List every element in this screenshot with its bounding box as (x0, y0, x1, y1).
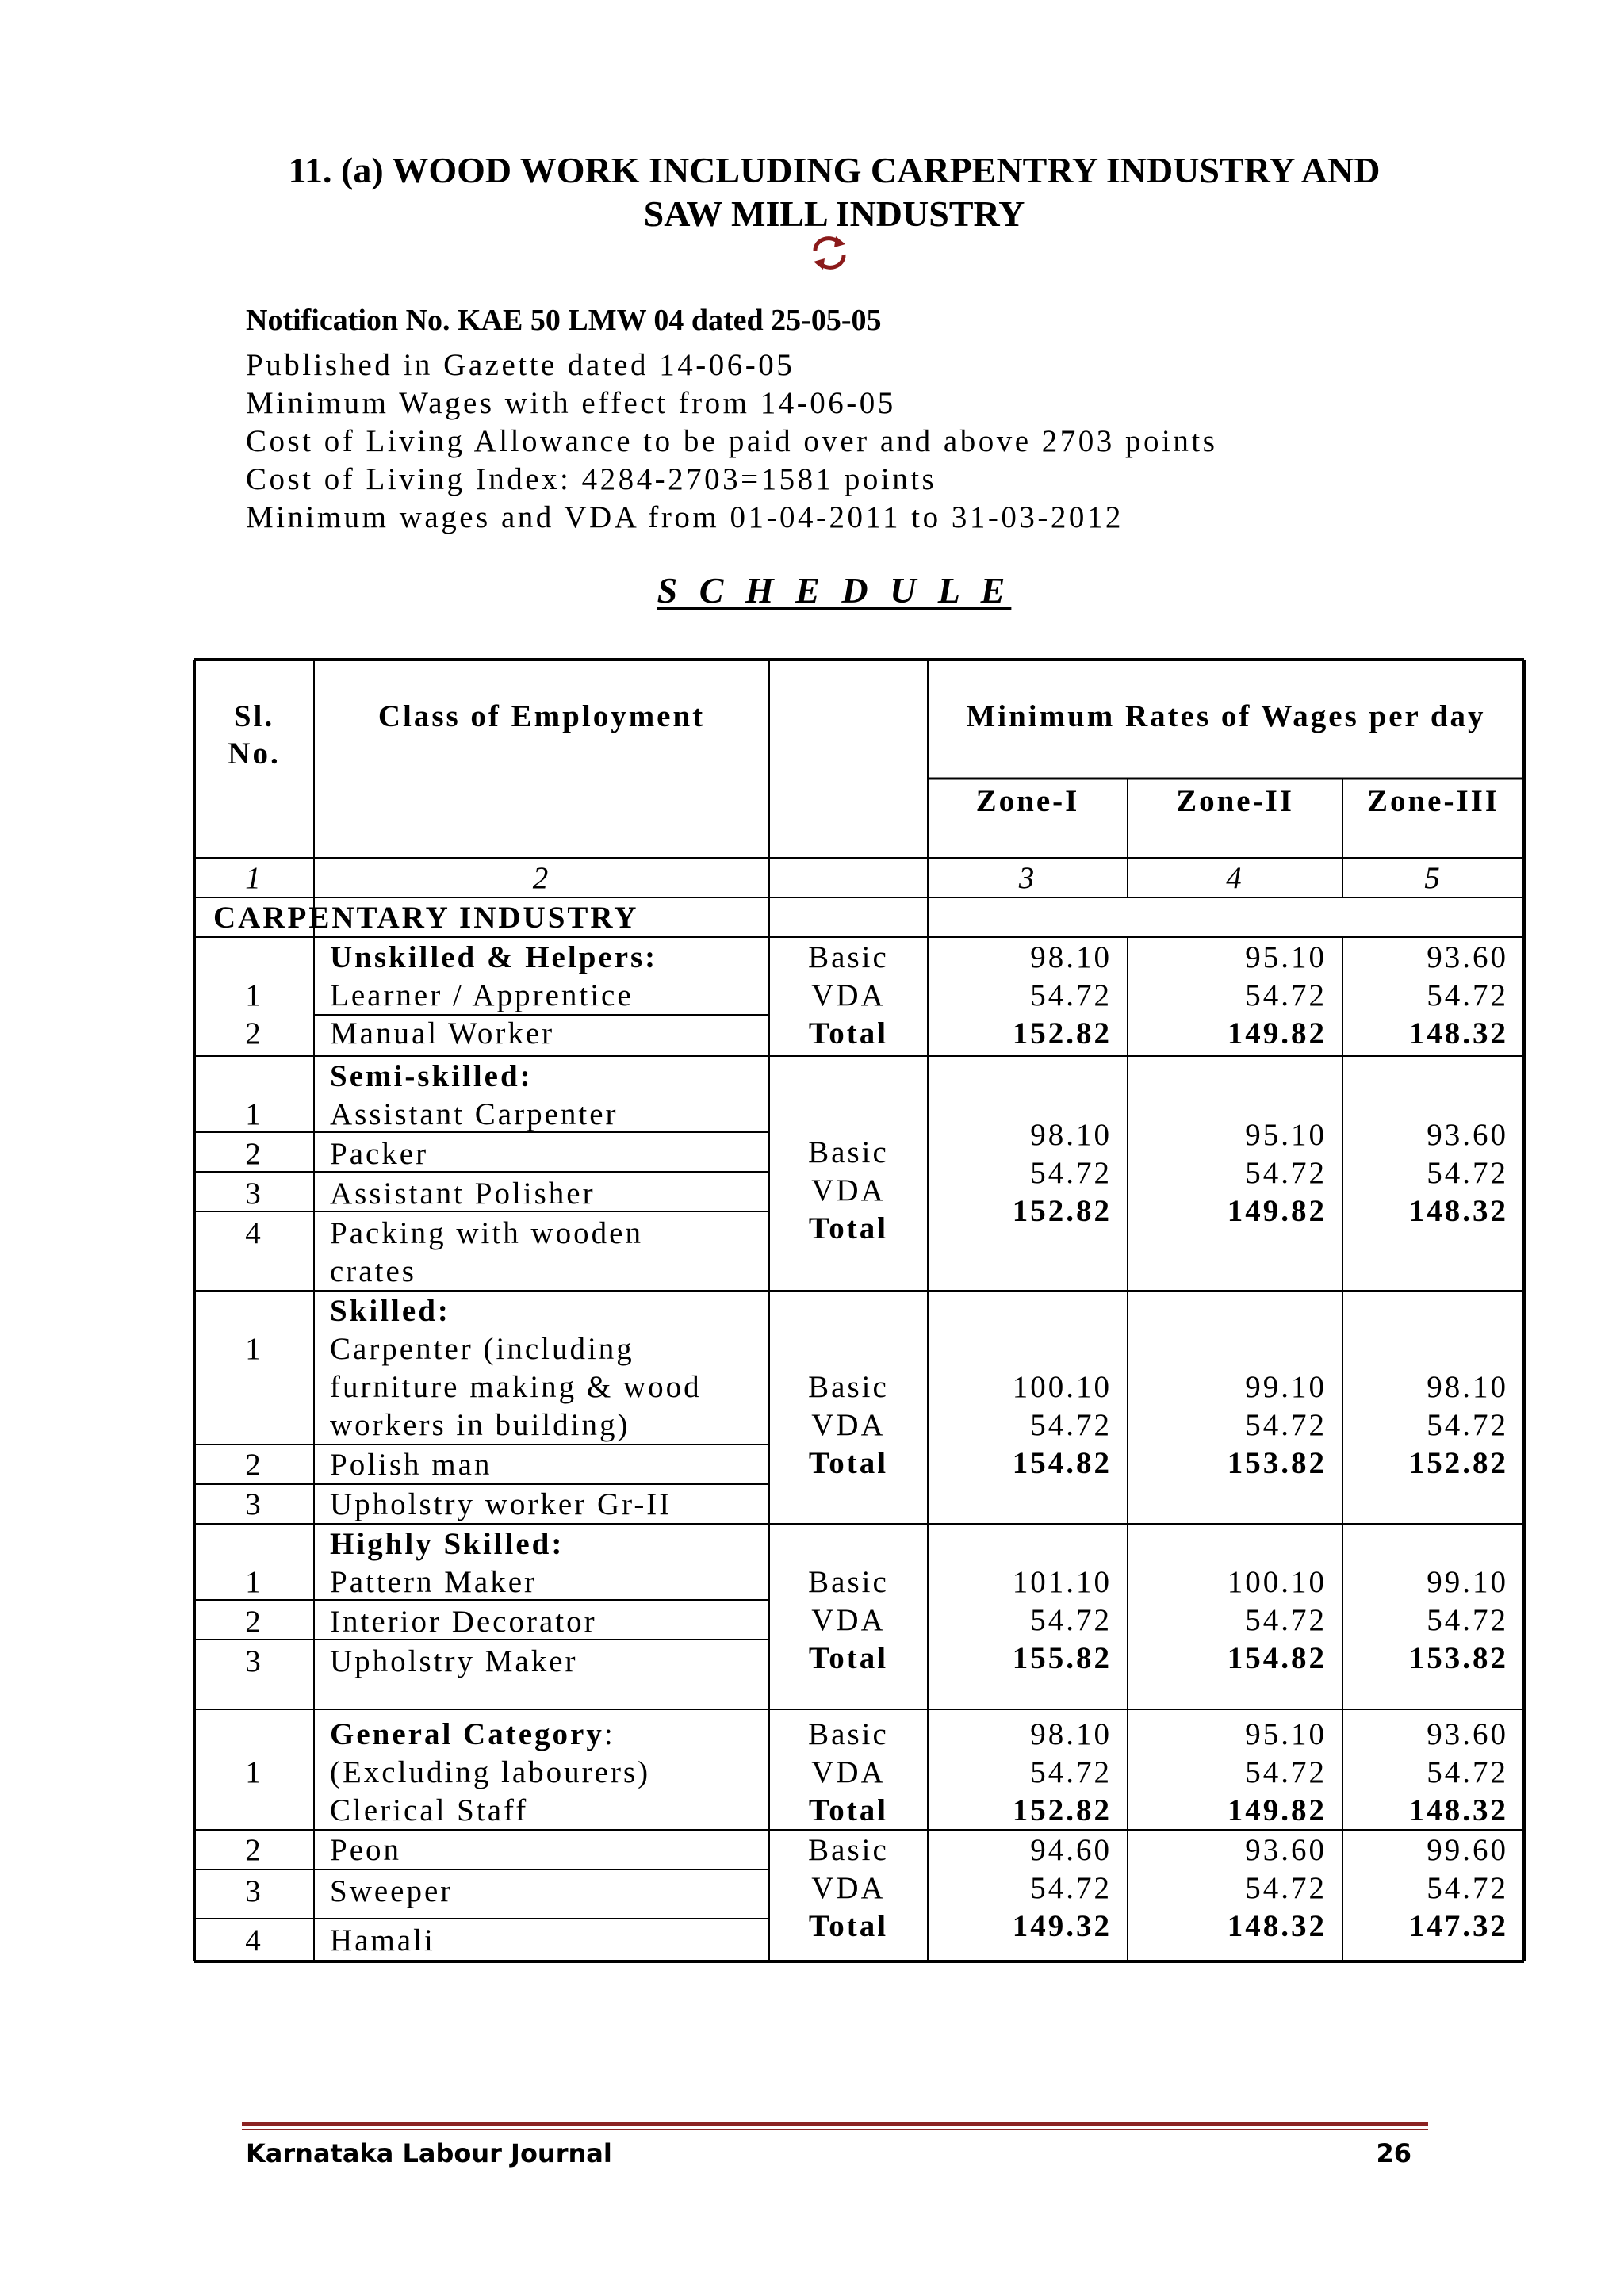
employment-class-cell: Assistant Polisher (330, 1177, 596, 1211)
column-number: 4 (1226, 861, 1244, 895)
basic-zone-2: 95.10 (1245, 940, 1327, 974)
basic-zone-1: 98.10 (1030, 940, 1112, 974)
rate-label-vda: VDA (811, 1755, 886, 1789)
schedule-heading: S C H E D U L E (657, 570, 1012, 610)
total-zone-1: 152.82 (1012, 1793, 1112, 1827)
total-zone-3: 148.32 (1408, 1194, 1508, 1228)
employment-class-cell: Packing with wooden (330, 1216, 643, 1250)
rate-label-total: Total (808, 1446, 889, 1480)
rate-label-basic: Basic (808, 940, 889, 974)
sl-no-cell: 1 (245, 1755, 263, 1789)
basic-zone-3: 99.60 (1427, 1833, 1508, 1867)
basic-zone-3: 98.10 (1427, 1370, 1508, 1404)
employment-class-cell: (Excluding labourers) (330, 1755, 651, 1789)
total-zone-3: 147.32 (1408, 1909, 1508, 1943)
vda-zone-1: 54.72 (1030, 1603, 1112, 1637)
header-minimum-rates: Minimum Rates of Wages per day (966, 699, 1486, 733)
vda-zone-2: 54.72 (1245, 1603, 1327, 1637)
rate-label-total: Total (808, 1016, 889, 1050)
vda-zone-1: 54.72 (1030, 1871, 1112, 1905)
info-index: Cost of Living Index: 4284-2703=1581 points (246, 462, 937, 496)
vda-zone-2: 54.72 (1245, 978, 1327, 1012)
sl-no-cell: 1 (245, 1332, 263, 1366)
sl-no-cell: 3 (245, 1874, 263, 1908)
sl-no-cell: 1 (245, 1565, 263, 1599)
employment-class-cell: Sweeper (330, 1874, 454, 1908)
rate-label-vda: VDA (811, 1408, 886, 1442)
sl-no-cell: 2 (245, 1137, 263, 1171)
rate-label-vda: VDA (811, 1603, 886, 1637)
total-zone-2: 154.82 (1227, 1641, 1327, 1675)
info-gazette: Published in Gazette dated 14-06-05 (246, 348, 795, 382)
category-heading: Highly Skilled: (330, 1527, 565, 1561)
footer-rule-thick (242, 2122, 1428, 2126)
employment-class-cell: Assistant Carpenter (330, 1097, 619, 1131)
employment-class-cell: Upholstry Maker (330, 1644, 578, 1678)
sl-no-cell: 2 (245, 1448, 263, 1482)
sl-no-cell: 1 (245, 978, 263, 1012)
rate-label-total: Total (808, 1909, 889, 1943)
category-heading: Skilled: (330, 1294, 450, 1328)
employment-class-cell: Interior Decorator (330, 1605, 597, 1639)
basic-zone-3: 99.10 (1427, 1565, 1508, 1599)
sl-no-cell: 1 (245, 1097, 263, 1131)
rate-label-total: Total (808, 1641, 889, 1675)
page-title-line-2: SAW MILL INDUSTRY (643, 193, 1025, 234)
column-number: 1 (245, 861, 263, 895)
employment-class-cell: Upholstry worker Gr-II (330, 1487, 672, 1521)
employment-class-cell: workers in building) (330, 1408, 630, 1442)
total-zone-1: 152.82 (1012, 1194, 1112, 1228)
vda-zone-2: 54.72 (1245, 1755, 1327, 1789)
total-zone-2: 149.82 (1227, 1793, 1327, 1827)
rate-label-vda: VDA (811, 1871, 886, 1905)
basic-zone-2: 95.10 (1245, 1717, 1327, 1751)
employment-class-cell: furniture making & wood (330, 1370, 702, 1404)
total-zone-2: 148.32 (1227, 1909, 1327, 1943)
rate-label-total: Total (808, 1793, 889, 1827)
vda-zone-3: 54.72 (1427, 1156, 1508, 1190)
footer-page-number: 26 (1376, 2138, 1411, 2168)
basic-zone-3: 93.60 (1427, 1717, 1508, 1751)
page-title-line-1: 11. (a) WOOD WORK INCLUDING CARPENTRY INDUSTRY AND (288, 150, 1381, 190)
sl-no-cell: 4 (245, 1216, 263, 1250)
info-period: Minimum wages and VDA from 01-04-2011 to 31-03-2012 (246, 500, 1124, 534)
employment-class-cell: Manual Worker (330, 1016, 555, 1050)
employment-class-cell: Packer (330, 1137, 429, 1171)
total-zone-1: 152.82 (1012, 1016, 1112, 1050)
rate-label-vda: VDA (811, 1173, 886, 1207)
notification-number: Notification No. KAE 50 LMW 04 dated 25-05-05 (246, 304, 882, 337)
basic-zone-1: 100.10 (1012, 1370, 1112, 1404)
vda-zone-2: 54.72 (1245, 1156, 1327, 1190)
header-sl: Sl. (233, 699, 275, 733)
basic-zone-2: 95.10 (1245, 1118, 1327, 1152)
basic-zone-1: 98.10 (1030, 1118, 1112, 1152)
category-heading-suffix: : (603, 1717, 615, 1751)
sl-no-cell: 2 (245, 1016, 263, 1050)
sl-no-cell: 2 (245, 1833, 263, 1867)
sl-no-cell: 3 (245, 1177, 263, 1211)
column-number: 5 (1424, 861, 1442, 895)
total-zone-2: 153.82 (1227, 1446, 1327, 1480)
footer-journal-name: Karnataka Labour Journal (246, 2138, 612, 2168)
vda-zone-1: 54.72 (1030, 978, 1112, 1012)
sl-no-cell: 4 (245, 1923, 263, 1957)
rate-label-basic: Basic (808, 1565, 889, 1599)
rate-label-basic: Basic (808, 1135, 889, 1169)
rate-label-basic: Basic (808, 1833, 889, 1867)
basic-zone-1: 94.60 (1030, 1833, 1112, 1867)
section-heading: CARPENTARY INDUSTRY (213, 901, 639, 935)
vda-zone-3: 54.72 (1427, 1871, 1508, 1905)
total-zone-1: 149.32 (1012, 1909, 1112, 1943)
vda-zone-3: 54.72 (1427, 1603, 1508, 1637)
basic-zone-2: 93.60 (1245, 1833, 1327, 1867)
vda-zone-1: 54.72 (1030, 1408, 1112, 1442)
employment-class-cell: Pattern Maker (330, 1565, 538, 1599)
vda-zone-2: 54.72 (1245, 1408, 1327, 1442)
total-zone-1: 154.82 (1012, 1446, 1112, 1480)
category-heading: Semi-skilled: (330, 1059, 533, 1093)
employment-class-cell: Peon (330, 1833, 401, 1867)
header-zone-2: Zone-II (1176, 784, 1294, 818)
vda-zone-1: 54.72 (1030, 1755, 1112, 1789)
vda-zone-3: 54.72 (1427, 978, 1508, 1012)
vda-zone-3: 54.72 (1427, 1408, 1508, 1442)
header-class-of-employment: Class of Employment (377, 699, 706, 733)
employment-class-cell: Carpenter (including (330, 1332, 634, 1366)
info-allowance: Cost of Living Allowance to be paid over and above 2703 points (246, 424, 1218, 458)
basic-zone-2: 99.10 (1245, 1370, 1327, 1404)
rate-label-vda: VDA (811, 978, 886, 1012)
vda-zone-2: 54.72 (1245, 1871, 1327, 1905)
basic-zone-3: 93.60 (1427, 1118, 1508, 1152)
info-effect-date: Minimum Wages with effect from 14-06-05 (246, 386, 896, 420)
employment-class-cell: Clerical Staff (330, 1793, 529, 1827)
total-zone-3: 153.82 (1408, 1641, 1508, 1675)
employment-class-cell: crates (330, 1254, 416, 1288)
header-no: No. (228, 737, 281, 771)
basic-zone-3: 93.60 (1427, 940, 1508, 974)
footer-rule (242, 2122, 1428, 2131)
vda-zone-1: 54.72 (1030, 1156, 1112, 1190)
category-heading: General Category: (330, 1717, 615, 1751)
sl-no-cell: 3 (245, 1487, 263, 1521)
header-zone-1: Zone-I (975, 784, 1080, 818)
total-zone-3: 148.32 (1408, 1793, 1508, 1827)
total-zone-2: 149.82 (1227, 1194, 1327, 1228)
sl-no-cell: 2 (245, 1605, 263, 1639)
total-zone-1: 155.82 (1012, 1641, 1112, 1675)
basic-zone-2: 100.10 (1227, 1565, 1327, 1599)
total-zone-3: 148.32 (1408, 1016, 1508, 1050)
basic-zone-1: 101.10 (1012, 1565, 1112, 1599)
employment-class-cell: Polish man (330, 1448, 492, 1482)
category-heading: Unskilled & Helpers: (330, 940, 658, 974)
vda-zone-3: 54.72 (1427, 1755, 1508, 1789)
sl-no-cell: 3 (245, 1644, 263, 1678)
rate-label-total: Total (808, 1211, 889, 1246)
rate-label-basic: Basic (808, 1370, 889, 1404)
header-zone-3: Zone-III (1366, 784, 1500, 818)
total-zone-2: 149.82 (1227, 1016, 1327, 1050)
rate-label-basic: Basic (808, 1717, 889, 1751)
total-zone-3: 152.82 (1408, 1446, 1508, 1480)
basic-zone-1: 98.10 (1030, 1717, 1112, 1751)
footer-rule-thin (242, 2129, 1428, 2130)
column-number: 2 (532, 861, 551, 895)
employment-class-cell: Learner / Apprentice (330, 978, 634, 1012)
column-number: 3 (1018, 861, 1037, 895)
employment-class-cell: Hamali (330, 1923, 435, 1957)
